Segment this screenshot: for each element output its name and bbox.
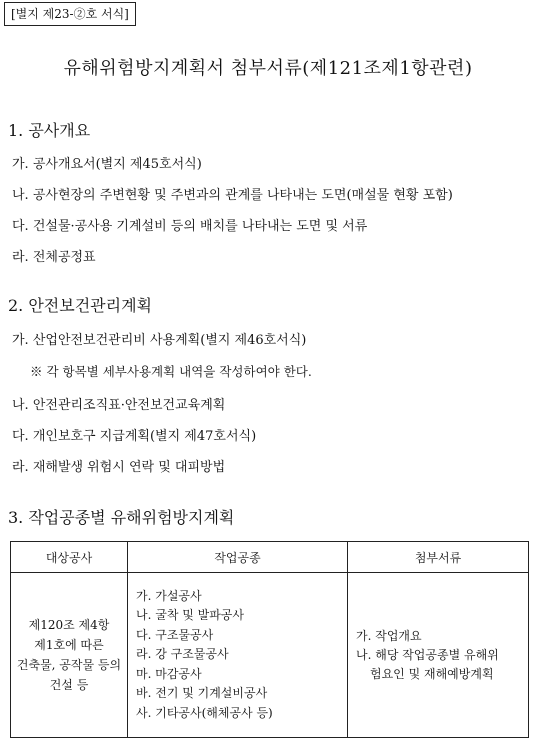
header-work-type: 작업공종 [128, 542, 348, 573]
overview-item-a: 가. 공사개요서(별지 제45호서식) [12, 157, 202, 172]
work-plan-table [10, 541, 529, 738]
work-item: 나. 굴착 및 발파공사 [136, 608, 244, 623]
document-item: 나. 해당 작업공종별 유해위 [356, 647, 499, 662]
work-item: 다. 구조물공사 [136, 627, 214, 642]
safety-item-d: 라. 재해발생 위험시 연락 및 대피방법 [12, 460, 226, 475]
document-item-continuation: 험요인 및 재해예방계획 [370, 666, 494, 681]
overview-item-c: 다. 건설물·공사용 기계설비 등의 배치를 나타내는 도면 및 서류 [12, 219, 368, 234]
safety-item-a: 가. 산업안전보건관리비 사용계획(별지 제46호서식) [12, 333, 307, 348]
document-title: 유해위험방지계획서 첨부서류(제121조제1항관련) [63, 58, 473, 79]
table-row [11, 573, 529, 738]
target-line: 제120조 제4항 [28, 618, 110, 632]
target-work-cell [11, 573, 128, 738]
work-item: 사. 기타공사(해체공사 등) [136, 705, 273, 720]
overview-item-b: 나. 공사현장의 주변현황 및 주변과의 관계를 나타내는 도면(매설물 현황 포함) [12, 188, 453, 203]
attachments-list [348, 573, 529, 738]
section-heading-safety-plan: 2. 안전보건관리계획 [8, 296, 152, 315]
section-heading-overview: 1. 공사개요 [8, 121, 91, 140]
safety-item-b: 나. 안전관리조직표·안전보건교육계획 [12, 398, 226, 413]
work-item: 바. 전기 및 기계설비공사 [136, 686, 268, 701]
work-item: 라. 강 구조물공사 [136, 647, 229, 662]
safety-note: ※ 각 항목별 세부사용계획 내역을 작성하여야 한다. [30, 364, 312, 379]
work-type-list [128, 573, 348, 738]
target-line: 건축물, 공작물 등의 [16, 658, 122, 672]
table-header-row [11, 542, 529, 573]
target-line: 건설 등 [49, 678, 89, 692]
header-target-work: 대상공사 [11, 542, 128, 573]
form-number-tag: [별지 제23-②호 서식] [4, 2, 136, 26]
document-item: 가. 작업개요 [356, 628, 422, 643]
target-line: 제1호에 따른 [34, 638, 104, 652]
work-item: 가. 가설공사 [136, 588, 202, 603]
work-item: 마. 마감공사 [136, 666, 202, 681]
header-attachments: 첨부서류 [348, 542, 529, 573]
section-heading-work-plan: 3. 작업공종별 유해위험방지계획 [8, 508, 235, 527]
overview-item-d: 라. 전체공정표 [12, 250, 96, 265]
safety-item-c: 다. 개인보호구 지급계획(별지 제47호서식) [12, 429, 257, 444]
